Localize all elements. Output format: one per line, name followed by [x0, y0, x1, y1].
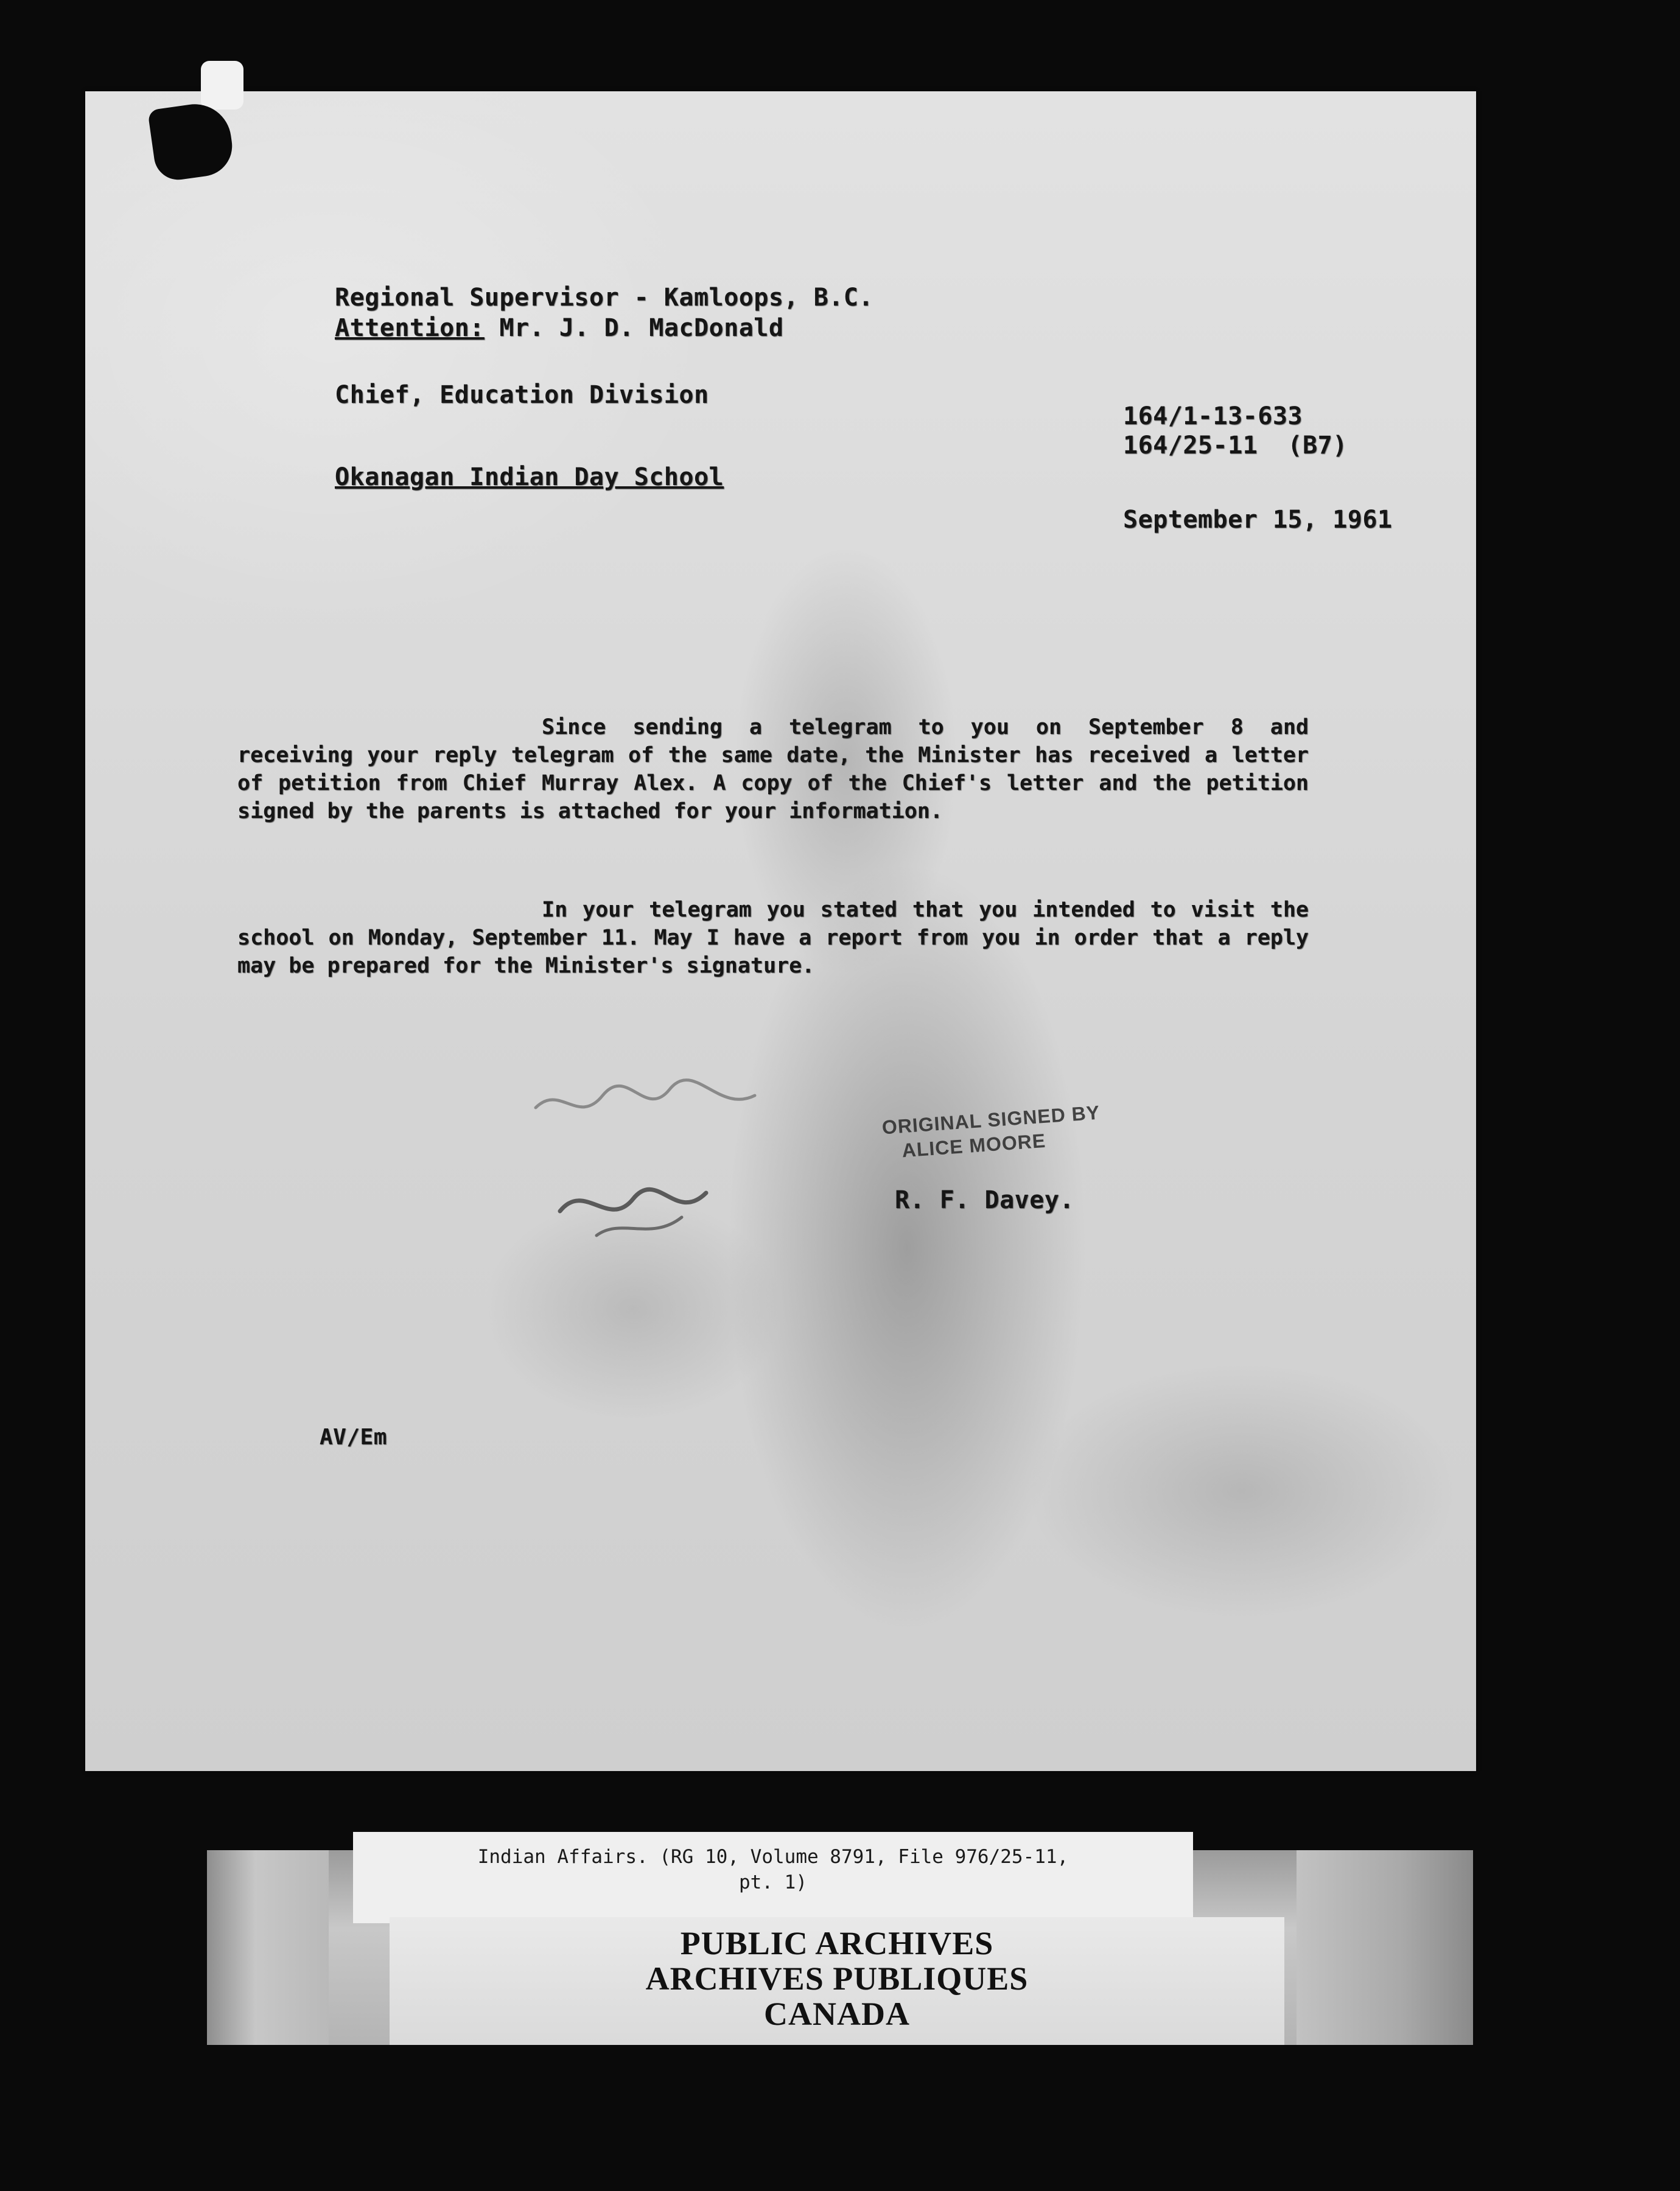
archive-holder-right-flap — [1297, 1850, 1473, 2045]
archive-label-line-3: CANADA — [764, 1996, 910, 2032]
typist-initials: AV/Em — [320, 1425, 387, 1450]
archive-reference-line-2: pt. 1) — [739, 1871, 807, 1893]
file-reference-1: 164/1-13-633 — [1123, 402, 1303, 430]
file-reference-2: 164/25-11 (B7) — [1123, 432, 1348, 460]
archive-label — [390, 1917, 1284, 2045]
archive-label-line-1: PUBLIC ARCHIVES — [680, 1925, 994, 1962]
archive-reference-tab — [353, 1832, 1193, 1923]
attention-name: Mr. J. D. MacDonald — [484, 314, 784, 342]
typed-signature: R. F. Davey. — [895, 1186, 1074, 1214]
archive-holder-left-flap — [207, 1850, 329, 2045]
attention-label: Attention: — [335, 314, 485, 342]
archive-reference-line-1: Indian Affairs. (RG 10, Volume 8791, File 976/25-11, — [477, 1846, 1069, 1868]
attention-line — [335, 313, 783, 343]
subject-line: Okanagan Indian Day School — [335, 463, 724, 491]
stamp-line-1: ORIGINAL SIGNED BY — [881, 1101, 1101, 1139]
body-paragraph-1: Since sending a telegram to you on September 8 and receiving your reply telegram of the same date, the Minister has received a letter of petition from Chief Murray Alex. A copy of the Chief's letter and the petition signed by the parents is attached for your information. — [237, 715, 1309, 823]
torn-corner-tab — [201, 61, 243, 110]
stamp-line-2: ALICE MOORE — [901, 1129, 1047, 1162]
letter-date: September 15, 1961 — [1123, 506, 1393, 534]
archive-label-line-2: ARCHIVES PUBLIQUES — [645, 1960, 1029, 1997]
handwritten-scrawl — [523, 1071, 779, 1254]
recipient-line: Regional Supervisor - Kamloops, B.C. — [335, 284, 873, 312]
sender-line: Chief, Education Division — [335, 381, 709, 409]
body-paragraph-2: In your telegram you stated that you intended to visit the school on Monday, September 11. May I have a report from you in order that a reply may be prepared for the Minister's signature. — [237, 898, 1309, 978]
